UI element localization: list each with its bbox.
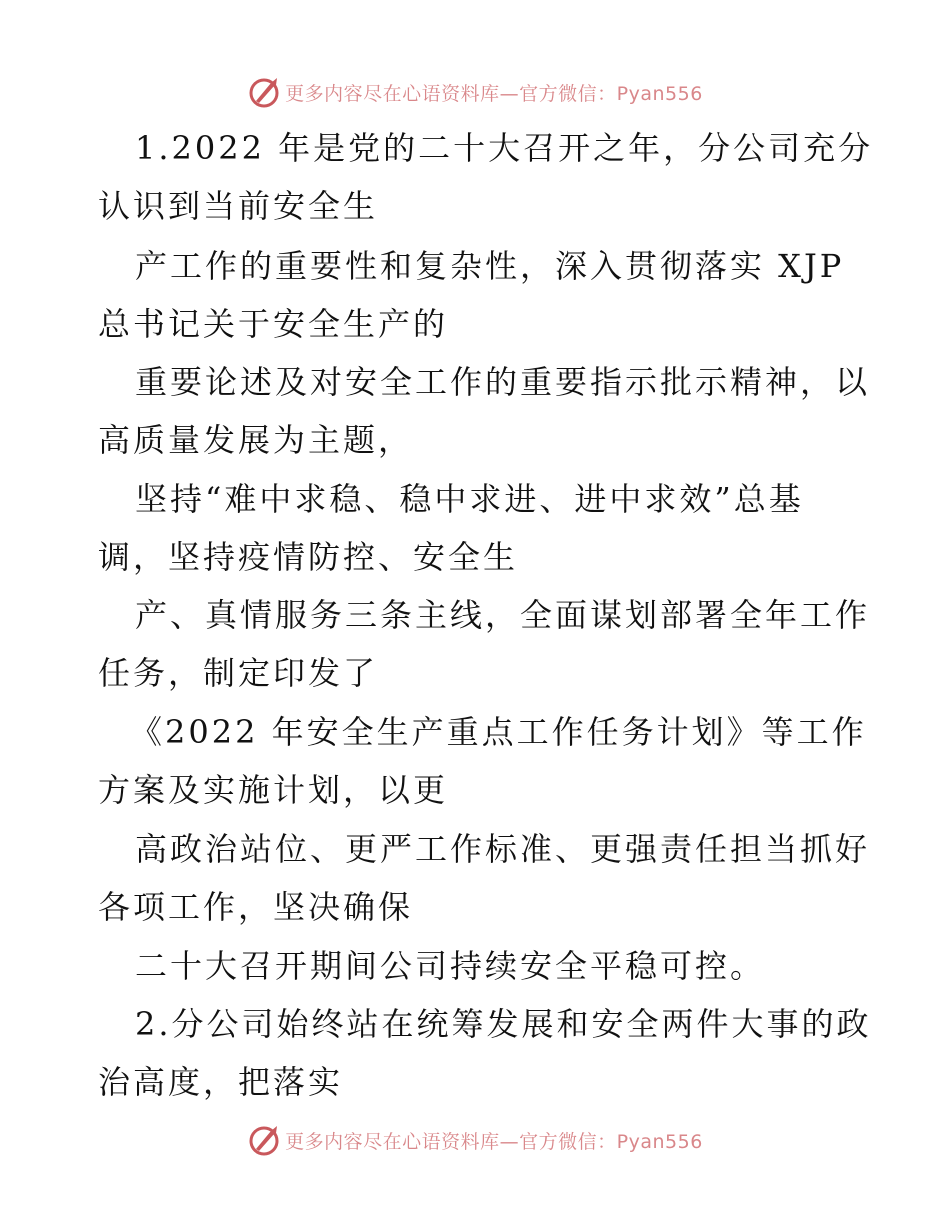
text-line: 总书记关于安全生产的 — [98, 305, 449, 343]
text-line: 产、真情服务三条主线，全面谋划部署全年工作 — [135, 596, 871, 634]
text-line: 高政治站位、更严工作标准、更强责任担当抓好 — [135, 830, 871, 868]
text-line: 二十大召开期间公司持续安全平稳可控。 — [135, 947, 766, 985]
text-line: 各项工作，坚决确保 — [98, 888, 414, 926]
watermark-handle: Pyan556 — [616, 82, 703, 105]
text-line: 产工作的重要性和复杂性，深入贯彻落实 XJP — [135, 247, 845, 285]
text-line: 《2022 年安全生产重点工作任务计划》等工作 — [130, 713, 867, 751]
text-line: 高质量发展为主题， — [98, 421, 414, 459]
text-line: 1.2022 年是党的二十大召开之年，分公司充分 — [135, 129, 874, 167]
text-line: 任务，制定印发了 — [98, 654, 379, 692]
footer-watermark — [0, 1120, 950, 1160]
watermark-label: 更多内容尽在心语资料库—官方微信： — [285, 82, 617, 105]
text-line: 重要论述及对安全工作的重要指示批示精神，以 — [135, 363, 871, 401]
watermark-handle: Pyan556 — [616, 1130, 703, 1153]
quill-logo-icon — [247, 1123, 281, 1157]
text-line: 2.分公司始终站在统筹发展和安全两件大事的政 — [135, 1005, 872, 1043]
text-line: 调，坚持疫情防控、安全生 — [98, 538, 519, 576]
text-line: 坚持“难中求稳、稳中求进、进中求效”总基 — [135, 480, 804, 518]
text-line: 治高度，把落实 — [98, 1063, 344, 1101]
watermark-label: 更多内容尽在心语资料库—官方微信： — [285, 1130, 617, 1153]
text-line: 方案及实施计划，以更 — [98, 771, 449, 809]
text-line: 认识到当前安全生 — [98, 187, 379, 225]
watermark-text — [285, 1127, 703, 1154]
